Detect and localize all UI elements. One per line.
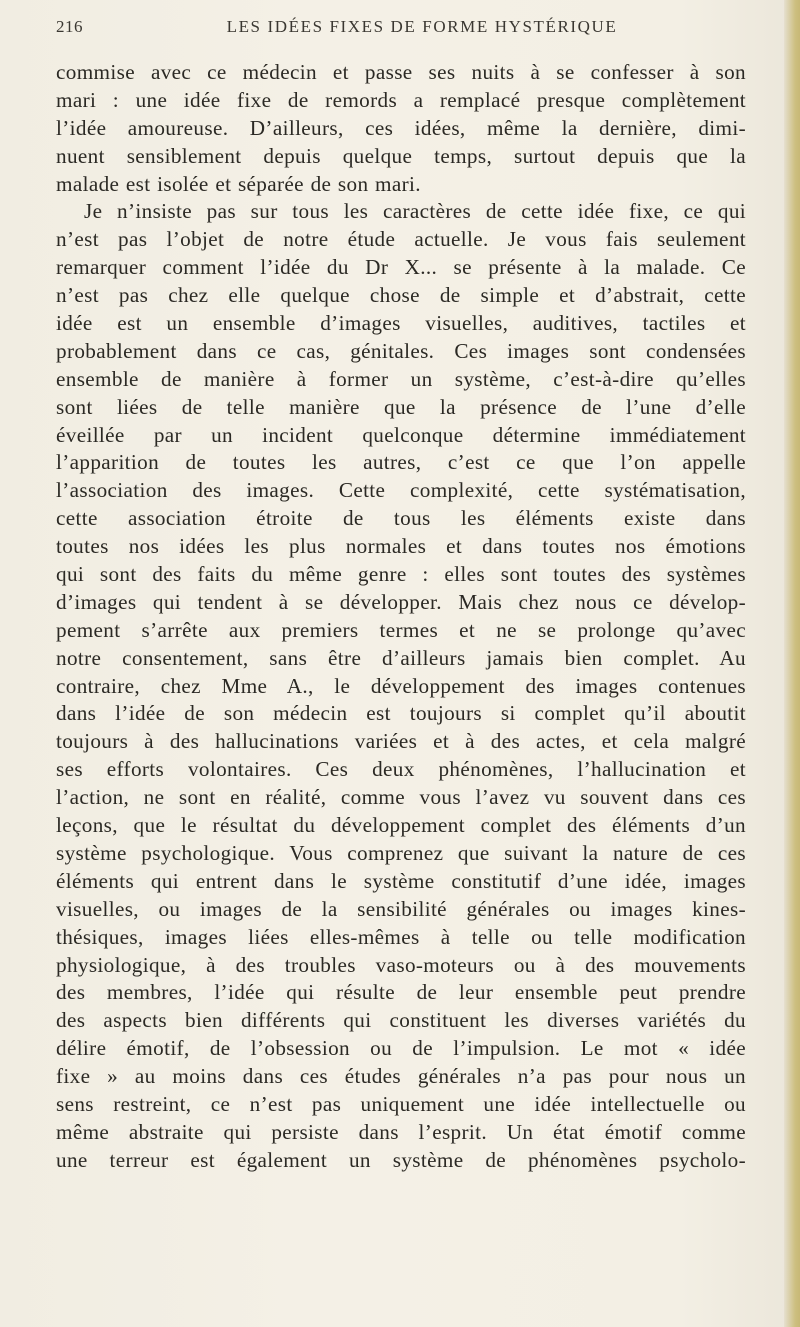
text-line: même abstraite qui persiste dans l’esprit. Un état émotif comme [56, 1119, 746, 1144]
text-line: système psychologique. Vous comprenez que suivant la nature de ces [56, 840, 746, 865]
text-line: fixe » au moins dans ces études générales n’a pas pour nous un [56, 1064, 746, 1089]
text-line: notre consentement, sans être d’ailleurs jamais bien complet. Au [56, 645, 746, 670]
page-header [56, 17, 746, 43]
text-line: n’est pas l’objet de notre étude actuelle. Je vous fais seulement [56, 227, 746, 252]
text-line: dans l’idée de son médecin est toujours si complet qu’il aboutit [56, 701, 746, 726]
page-edge [784, 0, 800, 1327]
text-line: délire émotif, de l’obsession ou de l’impulsion. Le mot « idée [56, 1036, 746, 1061]
text-line: ensemble de manière à former un système, c’est-à-dire qu’elles [56, 366, 746, 391]
text-line: qui sont des faits du même genre : elles sont toutes des systèmes [56, 562, 746, 587]
page-number: 216 [56, 17, 83, 36]
text-line: sont liées de telle manière que la présence de l’une d’elle [56, 394, 746, 419]
text-line: nuent sensiblement depuis quelque temps, surtout depuis que la [56, 143, 746, 168]
text-line: ses efforts volontaires. Ces deux phénomènes, l’hallucination et [56, 757, 746, 782]
text-line: commise avec ce médecin et passe ses nuits à se confesser à son [56, 60, 746, 84]
text-line: toujours à des hallucinations variées et à des actes, et cela malgré [56, 729, 746, 754]
text-line: toutes nos idées les plus normales et dans toutes nos émotions [56, 534, 746, 559]
text-line: remarquer comment l’idée du Dr X... se présente à la malade. Ce [56, 255, 746, 280]
text-line: idée est un ensemble d’images visuelles, auditives, tactiles et [56, 311, 746, 336]
text-line: probablement dans ce cas, génitales. Ces images sont condensées [56, 338, 746, 363]
text-line: pement s’arrête aux premiers termes et ne se prolonge qu’avec [56, 617, 746, 642]
text-line: n’est pas chez elle quelque chose de simple et d’abstrait, cette [56, 283, 746, 308]
text-line: mari : une idée fixe de remords a remplacé presque complètement [56, 87, 746, 112]
body-text [56, 59, 746, 1175]
text-line: contraire, chez Mme A., le développement des images contenues [56, 673, 746, 698]
text-line: visuelles, ou images de la sensibilité générales ou images kines- [56, 896, 746, 921]
text-line: une terreur est également un système de phénomènes psycholo- [56, 1147, 746, 1172]
text-line: l’idée amoureuse. D’ailleurs, ces idées, même la dernière, dimi- [56, 115, 746, 140]
text-line: l’apparition de toutes les autres, c’est ce que l’on appelle [56, 450, 746, 475]
text-line: thésiques, images liées elles-mêmes à telle ou telle modification [56, 924, 746, 949]
text-line: éveillée par un incident quelconque détermine immédiatement [56, 422, 746, 447]
text-line: cette association étroite de tous les éléments existe dans [56, 506, 746, 531]
text-line: leçons, que le résultat du développement complet des éléments d’un [56, 813, 746, 838]
text-line: des membres, l’idée qui résulte de leur ensemble peut prendre [56, 980, 746, 1005]
text-line: d’images qui tendent à se développer. Mais chez nous ce dévelop- [56, 589, 746, 614]
text-line: malade est isolée et séparée de son mari. [56, 171, 421, 196]
text-line: Je n’insiste pas sur tous les caractères de cette idée fixe, ce qui [84, 199, 746, 224]
text-line: éléments qui entrent dans le système constitutif d’une idée, images [56, 868, 746, 893]
text-line: l’association des images. Cette complexité, cette systématisation, [56, 478, 746, 503]
text-line: physiologique, à des troubles vaso-moteurs ou à des mouvements [56, 952, 746, 977]
text-line: sens restreint, ce n’est pas uniquement une idée intellectuelle ou [56, 1091, 746, 1116]
text-line: l’action, ne sont en réalité, comme vous l’avez vu souvent dans ces [56, 785, 746, 810]
text-line: des aspects bien différents qui constituent les diverses variétés du [56, 1008, 746, 1033]
running-title: LES IDÉES FIXES DE FORME HYSTÉRIQUE [226, 17, 618, 36]
